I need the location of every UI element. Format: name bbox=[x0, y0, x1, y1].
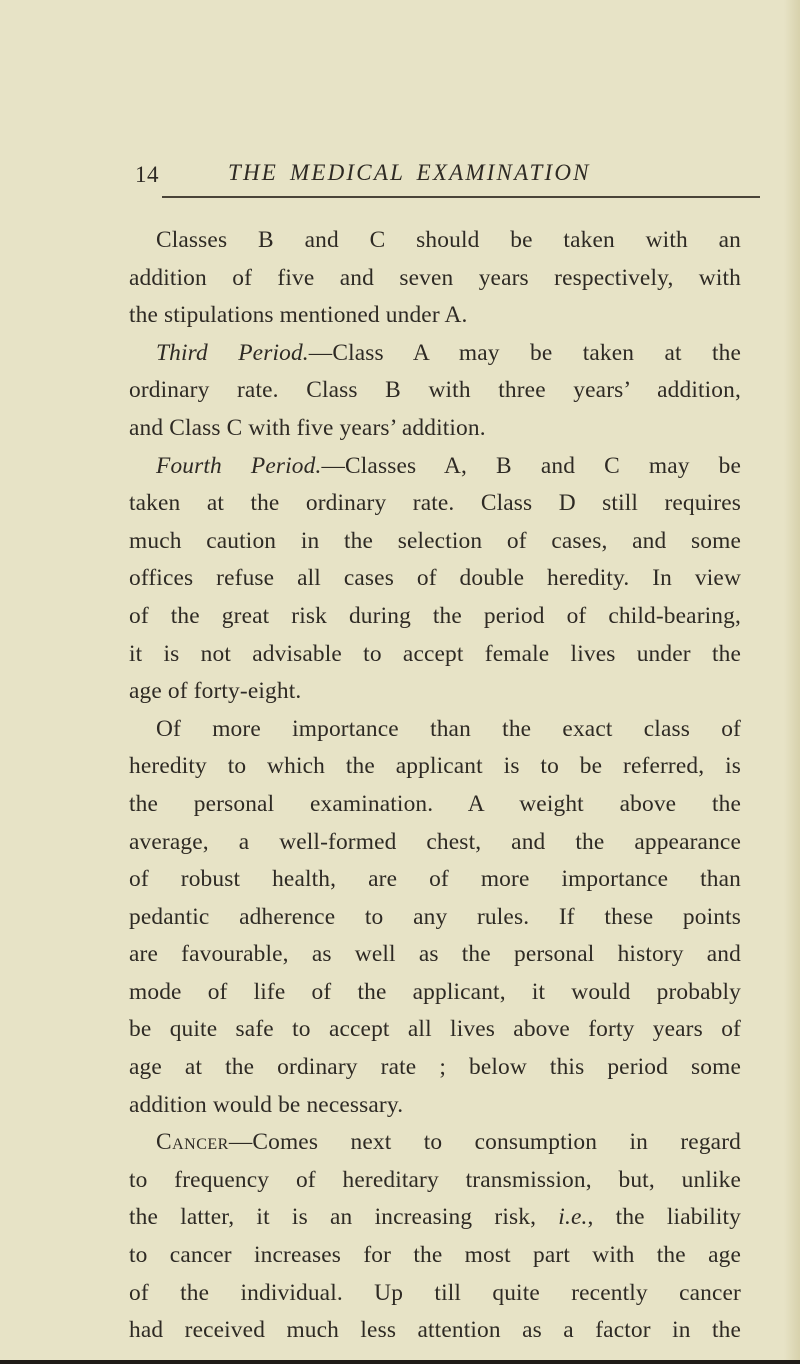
text-line: Of more importance than the exact class of bbox=[156, 715, 741, 742]
text-line: the stipulations mentioned under A. bbox=[129, 302, 468, 329]
text-line: age at the ordinary rate ; below this period some bbox=[129, 1054, 741, 1081]
text-line: much caution in the selection of cases, and some bbox=[129, 527, 741, 554]
text-line: the personal examination. A weight above the bbox=[129, 790, 741, 817]
text-run: , the liability bbox=[587, 1204, 742, 1231]
text-line bbox=[129, 335, 741, 373]
text-line: ordinary rate. Class B with three years’ addition, bbox=[129, 377, 741, 404]
text-line: and Class C with five years’ addition. bbox=[129, 414, 486, 441]
text-line: had received much less attention as a factor in the bbox=[129, 1317, 741, 1344]
text-line bbox=[129, 1124, 741, 1162]
running-head bbox=[0, 160, 800, 190]
header-rule bbox=[162, 196, 760, 198]
text-line: to frequency of hereditary transmission, but, unlike bbox=[129, 1166, 741, 1193]
text-line: taken at the ordinary rate. Class D still requires bbox=[129, 490, 741, 517]
text-line: of robust health, are of more importance than bbox=[129, 866, 741, 893]
text-line: mode of life of the applicant, it would probably bbox=[129, 978, 741, 1005]
text-line: to cancer increases for the most part with the age bbox=[129, 1242, 741, 1269]
text-line: average, a well-formed chest, and the appearance bbox=[129, 828, 741, 855]
text-line: pedantic adherence to any rules. If these points bbox=[129, 903, 741, 930]
section-heading-cancer: Cancer bbox=[156, 1129, 229, 1156]
text-line: are favourable, as well as the personal history and bbox=[129, 941, 741, 968]
page-number: 14 bbox=[135, 162, 159, 187]
text-run: the latter, it is an increasing risk, bbox=[129, 1204, 537, 1231]
text-line: be quite safe to accept all lives above forty years of bbox=[129, 1016, 741, 1043]
text-line bbox=[129, 1199, 741, 1237]
text-run: —Classes A, B and C may be bbox=[321, 452, 741, 479]
section-heading-fourth-period: Fourth Period. bbox=[156, 452, 322, 479]
text-line: addition would be necessary. bbox=[129, 1091, 404, 1118]
text-line: age of forty-eight. bbox=[129, 678, 302, 705]
page-edge-shadow bbox=[784, 0, 800, 1364]
text-line: it is not advisable to accept female lives under the bbox=[129, 640, 741, 667]
body-text bbox=[129, 222, 741, 1350]
page-bottom-edge bbox=[0, 1360, 800, 1364]
text-line: of the great risk during the period of child-bearing, bbox=[129, 602, 741, 629]
text-line: offices refuse all cases of double heredity. In view bbox=[129, 565, 741, 592]
abbreviation-ie: i.e. bbox=[558, 1204, 588, 1231]
text-line: addition of five and seven years respectively, with bbox=[129, 264, 741, 291]
text-line: heredity to which the applicant is to be referred, is bbox=[129, 753, 741, 780]
text-line: of the individual. Up till quite recently cancer bbox=[129, 1279, 741, 1306]
text-line bbox=[129, 448, 741, 486]
text-run: —Comes next to consumption in regard bbox=[228, 1129, 741, 1156]
running-title: THE MEDICAL EXAMINATION bbox=[228, 160, 591, 185]
section-heading-third-period: Third Period. bbox=[156, 339, 309, 366]
text-run: —Class A may be taken at the bbox=[308, 339, 741, 366]
text-line: Classes B and C should be taken with an bbox=[156, 227, 741, 253]
